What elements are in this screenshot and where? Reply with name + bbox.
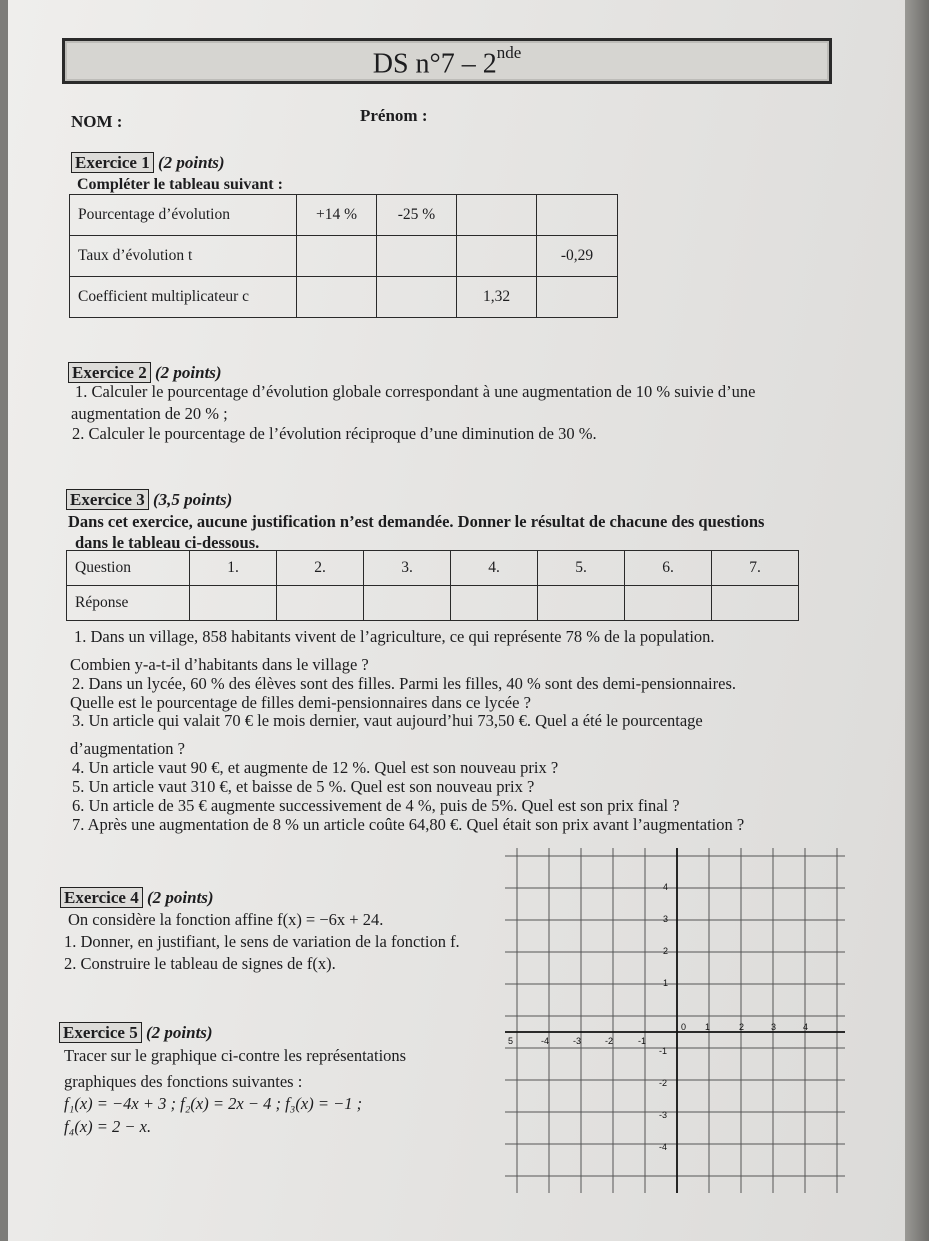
ex4-q1: 1. Donner, en justifiant, le sens de variation de la fonction f. <box>64 932 460 951</box>
table-header-cell: Question <box>67 551 190 586</box>
answer-cell <box>451 586 538 621</box>
table-row <box>70 195 618 236</box>
x-tick-label: -3 <box>573 1036 582 1046</box>
y-tick-label: -1 <box>659 1046 668 1056</box>
answer-cell <box>190 586 277 621</box>
answer-cell <box>625 586 712 621</box>
x-tick-label: 1 <box>705 1022 711 1032</box>
ex5-line: graphiques des fonctions suivantes : <box>64 1072 303 1091</box>
y-tick-label: -2 <box>659 1078 668 1088</box>
x-tick-label: -1 <box>638 1036 647 1046</box>
answer-cell <box>712 586 799 621</box>
row-label: Pourcentage d’évolution <box>70 195 297 236</box>
grid-lines <box>505 848 845 1193</box>
nom-label: NOM : <box>71 112 123 131</box>
ex3-question-line: 3. Un article qui valait 70 € le mois dernier, vaut aujourd’hui 73,50 €. Quel a été le pourcentage <box>72 711 703 730</box>
answer-cell <box>277 586 364 621</box>
ex2-q1-line2: augmentation de 20 % ; <box>71 404 228 423</box>
table-cell <box>457 236 537 277</box>
y-tick-label: -4 <box>659 1142 668 1152</box>
table-cell <box>457 195 537 236</box>
table-cell <box>297 236 377 277</box>
ex5-functions-line: f₁(x) = −4x + 3 ; f₂(x) = 2x − 4 ; f₃(x) = −1 ; <box>64 1094 363 1113</box>
ex5-heading: Exercice 5 (2 points) <box>59 1023 213 1043</box>
ex3-question-line: Combien y-a-t-il d’habitants dans le village ? <box>70 655 369 674</box>
row-label: Coefficient multiplicateur c <box>70 277 297 318</box>
table-header-cell: 7. <box>712 551 799 586</box>
ex4-intro: On considère la fonction affine f(x) = −6x + 24. <box>68 910 384 929</box>
title-banner <box>62 38 832 84</box>
ex3-intro-line1: Dans cet exercice, aucune justification n’est demandée. Donner le résultat de chacune des questions <box>68 512 765 531</box>
ex4-heading: Exercice 4 (2 points) <box>60 888 214 908</box>
x-tick-label: -2 <box>605 1036 614 1046</box>
ex3-question-line: 2. Dans un lycée, 60 % des élèves sont des filles. Parmi les filles, 40 % sont des demi-pensionnaires. <box>72 674 736 693</box>
y-tick-label: 2 <box>663 946 669 956</box>
table-row <box>70 236 618 277</box>
y-tick-label: -3 <box>659 1110 668 1120</box>
y-tick-labels <box>659 882 668 1152</box>
page-edge-shadow <box>905 0 929 1241</box>
y-tick-label: 3 <box>663 914 669 924</box>
ex5-functions-line: f₄(x) = 2 − x. <box>64 1117 152 1136</box>
ex3-question-line: 6. Un article de 35 € augmente successivement de 4 %, puis de 5%. Quel est son prix final ? <box>72 796 680 815</box>
ex3-question-line: 7. Après une augmentation de 8 % un article coûte 64,80 €. Quel était son prix avant l’augmentation ? <box>72 815 745 834</box>
ex3-question-line: 1. Dans un village, 858 habitants vivent de l’agriculture, ce qui représente 78 % de la population. <box>74 627 715 646</box>
ex3-question-line: 5. Un article vaut 310 €, et baisse de 5 %. Quel est son nouveau prix ? <box>72 777 535 796</box>
ex2-q2: 2. Calculer le pourcentage de l’évolution réciproque d’une diminution de 30 %. <box>72 424 597 443</box>
ex2-heading: Exercice 2 (2 points) <box>68 363 222 383</box>
row-label: Taux d’évolution t <box>70 236 297 277</box>
ex5-line: Tracer sur le graphique ci-contre les représentations <box>64 1046 407 1065</box>
ex3-question-line: 4. Un article vaut 90 €, et augmente de 12 %. Quel est son nouveau prix ? <box>72 758 559 777</box>
ex3-intro-line2: dans le tableau ci-dessous. <box>75 533 260 552</box>
table-header-cell: 3. <box>364 551 451 586</box>
table-cell <box>377 236 457 277</box>
answer-cell <box>538 586 625 621</box>
y-tick-label: 4 <box>663 882 669 892</box>
table-header-cell: 1. <box>190 551 277 586</box>
table-cell: 1,32 <box>457 277 537 318</box>
table-cell <box>377 277 457 318</box>
prenom-label: Prénom : <box>360 106 428 125</box>
table-header-cell: 5. <box>538 551 625 586</box>
ex3-question-line: d’augmentation ? <box>70 739 186 758</box>
ex1-instruction: Compléter le tableau suivant : <box>77 176 283 193</box>
origin-label: 0 <box>681 1022 687 1032</box>
ex1-heading: Exercice 1 (2 points) <box>71 153 225 173</box>
table-header-cell: 4. <box>451 551 538 586</box>
table-row <box>70 277 618 318</box>
x-tick-label: -4 <box>541 1036 550 1046</box>
table-row <box>67 551 799 586</box>
table-cell: -0,29 <box>537 236 618 277</box>
page-title: DS n°7 – 2nde <box>372 43 522 80</box>
x-tick-label: 4 <box>803 1022 809 1032</box>
table-cell <box>297 277 377 318</box>
x-tick-label: 2 <box>739 1022 745 1032</box>
x-tick-label: 3 <box>771 1022 777 1032</box>
table-cell <box>537 277 618 318</box>
ex3-answer-table <box>66 550 799 621</box>
row-label: Réponse <box>67 586 190 621</box>
table-cell: -25 % <box>377 195 457 236</box>
x-tick-labels <box>508 1022 808 1046</box>
table-header-cell: 2. <box>277 551 364 586</box>
y-tick-label: 1 <box>663 978 669 988</box>
ex2-q1-line1: 1. Calculer le pourcentage d’évolution globale correspondant à une augmentation de 10 % suivie d’une <box>75 382 756 401</box>
ex1-table <box>69 194 618 318</box>
table-cell <box>537 195 618 236</box>
ex4-q2: 2. Construire le tableau de signes de f(x). <box>64 954 336 973</box>
table-cell: +14 % <box>297 195 377 236</box>
table-header-cell: 6. <box>625 551 712 586</box>
table-row <box>67 586 799 621</box>
answer-cell <box>364 586 451 621</box>
coordinate-grid <box>505 848 845 1198</box>
x-tick-label: 5 <box>508 1036 514 1046</box>
ex3-heading: Exercice 3 (3,5 points) <box>66 490 232 510</box>
ex3-question-line: Quelle est le pourcentage de filles demi-pensionnaires dans ce lycée ? <box>70 693 531 712</box>
